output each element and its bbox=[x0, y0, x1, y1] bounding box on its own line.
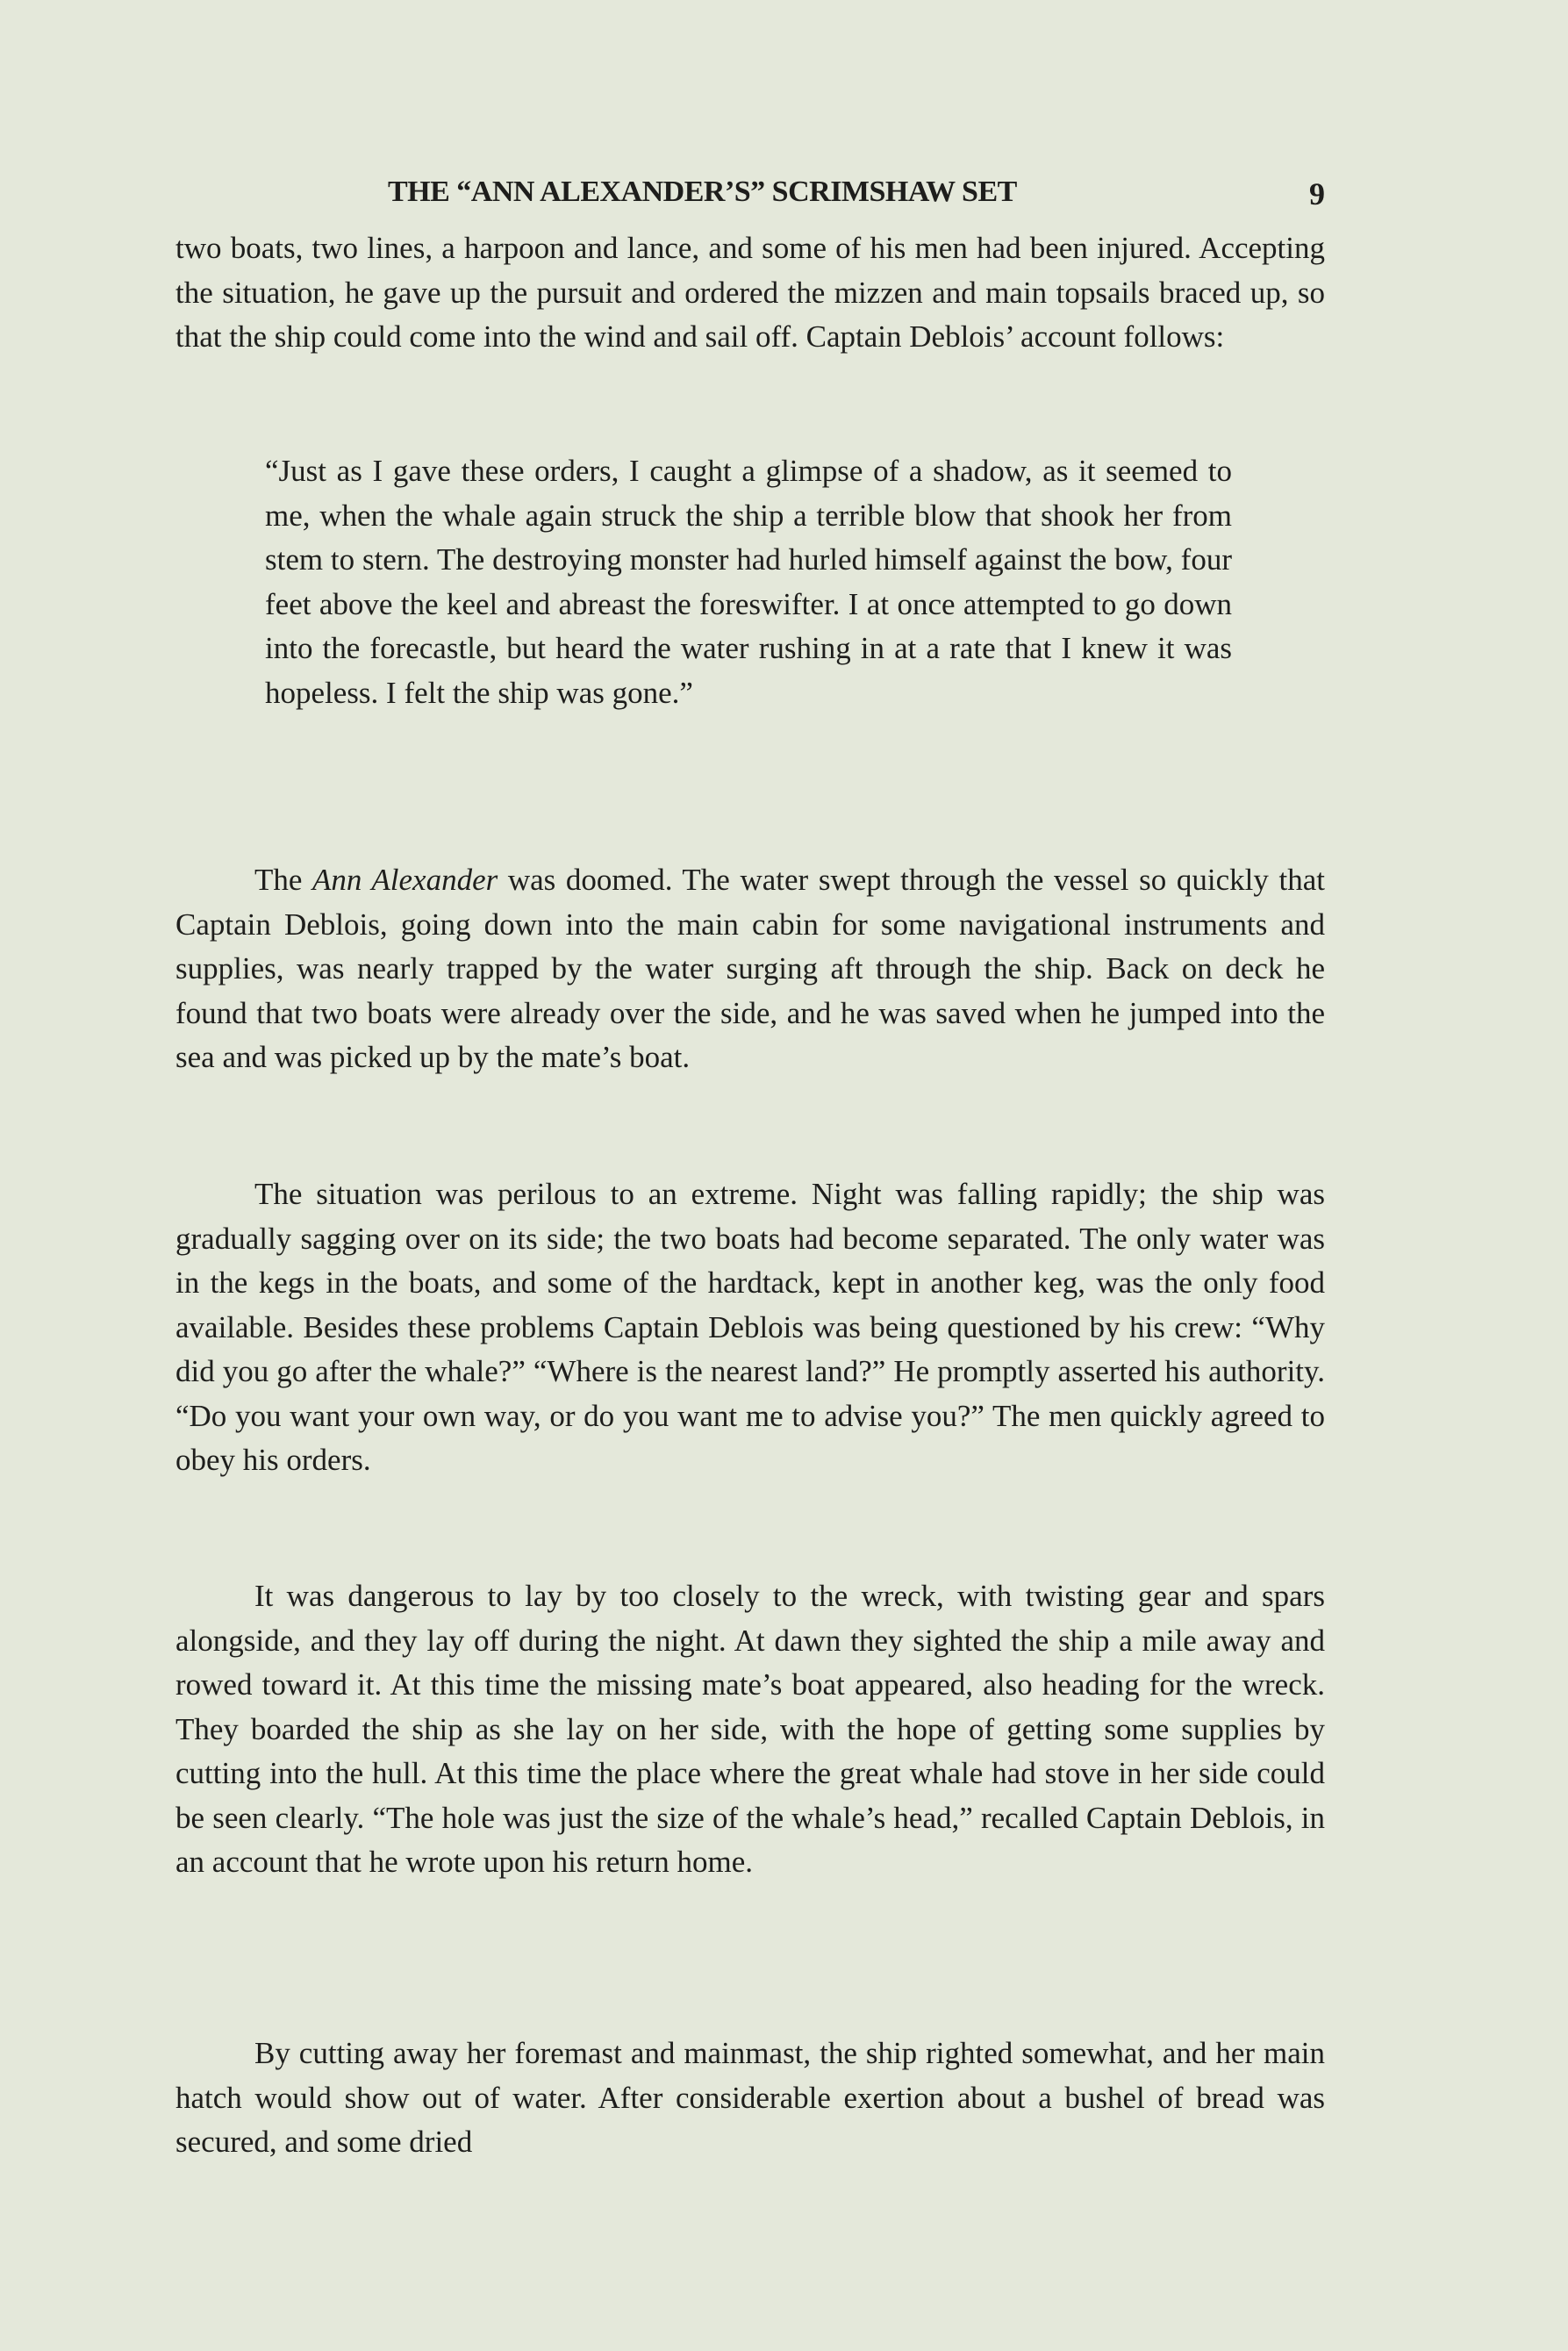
running-header bbox=[175, 176, 1325, 219]
paragraph-wreck: It was dangerous to lay by too closely to the wreck, with twisting gear and spars alongside, and they lay off during the night. At dawn they sighted the ship a mile away and rowed toward it. At this time the missing mate’s boat appeared, also heading for the wreck. They boarded the ship as she lay on her side, with the hope of getting some supplies by cutting into the hull. At this time the place where the great whale had stove in her side could be seen clearly. “The hole was just the size of the whale’s head,” recalled Captain Deblois, in an account that he wrote upon his return home. bbox=[175, 1579, 1325, 1879]
paragraph-ship-doomed bbox=[175, 858, 1325, 1080]
page-number: 9 bbox=[1309, 176, 1325, 211]
running-title: THE “ANN ALEXANDER’S” SCRIMSHAW SET bbox=[388, 176, 1017, 208]
paragraph-cutting-masts: By cutting away her foremast and mainmast, the ship righted somewhat, and her main hatch would show out of water. After considerable exertion about a bushel of bread was secured, and some dried bbox=[175, 2036, 1325, 2159]
paragraph-text-rest: was doomed. The water swept through the vessel so quickly that Captain Deblois, going down into the main cabin for some navigational instruments and supplies, was nearly trapped by the water surging aft through the ship. Back on deck he found that two boats were already over the side, and he was saved when he jumped into the sea and was picked up by the mate’s boat. bbox=[175, 863, 1325, 1074]
ship-name: Ann Alexander bbox=[312, 863, 498, 897]
paragraph-text-start: The bbox=[254, 863, 313, 897]
paragraph-continued: two boats, two lines, a harpoon and lance, and some of his men had been injured. Accepting the situation, he gave up the pursuit and ordered the mizzen and main topsails braced up, so that the ship could come into the wind and sail off. Captain Deblois’ account follows: bbox=[175, 231, 1325, 354]
block-quote: “Just as I gave these orders, I caught a glimpse of a shadow, as it seemed to me, when the whale again struck the ship a terrible blow that shook her from stem to stern. The destroying monster had hurled himself against the bow, four feet above the keel and abreast the foreswifter. I at once attempted to go down into the forecastle, but heard the water rushing in at a rate that I knew it was hopeless. I felt the ship was gone.” bbox=[265, 454, 1232, 710]
paragraph-situation: The situation was perilous to an extreme. Night was falling rapidly; the ship was gradually sagging over on its side; the two boats had become separated. The only water was in the kegs in the boats, and some of the hardtack, kept in another keg, was the only food available. Besides these problems Captain Deblois was being questioned by his crew: “Why did you go after the whale?” “Where is the nearest land?” He promptly asserted his authority. “Do you want your own way, or do you want me to advise you?” The men quickly agreed to obey his orders. bbox=[175, 1177, 1325, 1477]
